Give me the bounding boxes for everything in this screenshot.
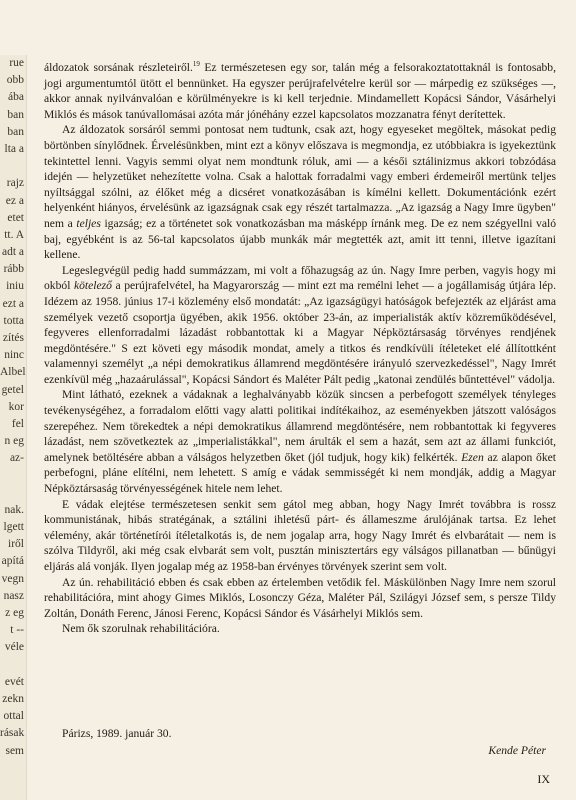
paragraph-text: Ez természetesen egy sor, talán még a felsorakoztatottaknál is fontosabb, jogi argumentumtól ütött el bennünket. Ha egyszer perújrafelvételre kerül sor — márpedig ez szükséges —, akkor annak nyilvánvalóan e körülményekre is ki kell terjednie. Mindamellett Kopácsi Sándor, Vásárhelyi Miklós és mások tanúvallomásai azóta már jónéhány ezzel kapcsolatos mozzanatra fényt derítettek. <box>44 61 556 121</box>
paragraph-p5 <box>44 497 556 575</box>
gutter-fragment: lta a <box>4 142 24 155</box>
gutter-fragment: fel <box>11 417 24 430</box>
gutter-fragment <box>0 657 26 674</box>
gutter-fragment: iről <box>8 538 24 551</box>
gutter-fragment: tt. A <box>4 228 24 241</box>
emphasized-word: Ezen <box>461 450 484 464</box>
paragraph-p1 <box>44 60 556 122</box>
gutter-fragment: etet <box>7 211 24 224</box>
document-body <box>44 60 556 637</box>
gutter-fragment: nasz <box>3 589 24 602</box>
gutter-fragment: ottal <box>3 710 24 723</box>
gutter-fragment: Albel <box>0 366 26 379</box>
gutter-fragment: az- <box>9 452 24 465</box>
gutter-fragment: rásak <box>0 727 25 740</box>
gutter-fragment: rue <box>9 57 24 69</box>
gutter-fragment: z eg <box>5 607 24 619</box>
gutter-fragment: ban <box>7 108 24 121</box>
gutter-fragment: sem <box>5 744 24 757</box>
gutter-fragment <box>0 485 26 502</box>
paragraph-text: a perújrafelvétel, ha Magyarország — mint ezt ma remélni lehet — a jogállamiság útjára lép. Idézem az 1958. június 17-i közlemény első mondatát: „Az igazságügyi hatóságok befejezték az eljárást ama személyek vezető csoportja ügyében, akik 1956. október 23-án, az imperialisták aktív közreműködésével, fegyveres ellenforradalmi lázadást robbantottak ki a Magyar Népköztársaság törvényes rendjének megdöntésére." S ezt követi egy második mondat, amely a titkos és rendkívüli ítéleteket elé állítottként valamennyi személyt „a népi demokratikus államrend megdöntésére irányuló szervezkedéssel", Nagy Imrét ezenkívül még „hazaárulással", Kopácsi Sándort és Maléter Pált pedig „katonai zendülés bűntettével" vádolja. <box>44 279 556 386</box>
gutter-fragment: véle <box>4 641 24 654</box>
gutter-fragment: zítés <box>2 332 24 344</box>
paragraph-text: igazság; ez a történetet sok vonatkozásban ma másképp írnánk meg. De ez nem szégyellni való baj, egyébként is az 56-tal kapcsolatos újabb munkák már megtették azt, amit itt tenni, illetve igazítani kellene. <box>44 216 556 262</box>
paragraph-p6 <box>44 575 556 622</box>
paragraph-text: Az áldozatok sorsáról semmi pontosat nem tudtunk, csak azt, hogy egyeseket megöltek, másokat pedig börtönben sínylődnek. Érvelésünkben, mint ezt a könyv előszava is megmondja, ez utóbbiakra is igyekeztünk tekintettel lenni. Vagyis semmi olyat nem mondtunk róluk, ami — a késői sztálinizmus akkori tobzódása idején — helyzetüket nehezítette volna. Csak a halottak forradalmi vagy emberi érdemeiről mertünk teljes nyíltsággal szólni, az élőket még a dicséret vonatkozásában is kímélni kellett. Dokumentációnk ezért helyenként hiányos, érvelésünk az igazságnak csak egy részét tartalmazza. „Az igazság a Nagy Imre ügyben" nem a <box>44 123 556 230</box>
gutter-fragment: rább <box>3 263 24 276</box>
gutter-fragment: rajz <box>6 177 24 190</box>
emphasized-word: kötelező <box>73 279 112 293</box>
paragraph-p4 <box>44 387 556 496</box>
gutter-fragment: evét <box>4 675 24 688</box>
gutter-fragment: getel <box>1 383 24 396</box>
gutter-fragment: ez a <box>5 194 24 207</box>
paragraph-p3 <box>44 263 556 388</box>
gutter-fragment <box>0 468 26 485</box>
gutter-fragment: ban <box>7 125 24 138</box>
gutter-fragment <box>0 158 26 175</box>
gutter-fragment: t -- <box>10 624 24 637</box>
gutter-fragment: lgett <box>3 521 24 534</box>
gutter-fragment: zekn <box>2 692 24 705</box>
paragraph-text: Mint látható, ezeknek a vádaknak a leghalványabb közük sincsen a perbefogott személyek tényleges tevékenységéhez, a forradalom előtti vagy alatti politikai indítékaihoz, az eseményekben játszott valóságos szerepéhez. Nem törekedtek a népi demokratikus államrend megdöntésére, nem robbantottak ki fegyveres lázadást, nem szövetkeztek az „imperialistákkal", nem árulták el sem a hazát, sem azt az állami funkciót, amelynek betöltésére abban a válságos helyzetben őket (jól tudjuk, hogy kik) felkérték. <box>44 388 556 464</box>
gutter-fragment: ninc <box>4 349 24 362</box>
gutter-fragment: totta <box>3 314 24 327</box>
gutter-fragment: adt a <box>1 246 24 259</box>
gutter-fragment: iniu <box>6 280 24 293</box>
gutter-fragment: apítá <box>1 555 24 568</box>
paragraph-p7 <box>44 621 556 637</box>
paragraph-text: az alapon őket perbefogni, pláne elítélni, nem lehetett. S amíg e vádak semmisségét ki nem mondják, addig a Magyar Népköztársaság törvényességének hitele nem lehet. <box>44 450 557 496</box>
place-date: Párizs, 1989. január 30. <box>62 727 172 740</box>
footnote-marker: 19 <box>192 60 200 69</box>
paragraph-text: áldozatok sorsának részleteiről. <box>44 61 193 74</box>
gutter-fragment: n eg <box>4 435 24 448</box>
emphasized-word: teljes <box>76 216 101 230</box>
gutter-fragment: obb <box>6 74 24 87</box>
paragraph-text: Nem ők szorulnak rehabilitációra. <box>62 622 220 636</box>
paragraph-text: Az ún. rehabilitáció ebben és csak ebben az értelemben vetődik fel. Máskülönben Nagy Imre nem szorul rehabilitációra, mint ahogy Gimes Miklós, Losonczy Géza, Maléter Pál, Szilágyi József sem, s persze Tildy Zoltán, Donáth Ferenc, Jánosi Ferenc, Kopácsi Sándor és Vásárhelyi Miklós sem. <box>44 575 556 620</box>
paragraph-p2 <box>44 122 556 262</box>
gutter-fragment: ába <box>8 91 24 104</box>
paragraph-text: E vádak elejtése természetesen senkit sem gátol meg abban, hogy Nagy Imrét továbbra is rossz kommunistának, hibás stratégának, a sztálini ihletésű párt- és állameszme árulójának tartsa. Ez lehet vélemény, akár történetírói ítéletalkotás is, de nem jogalap arra, hogy Nagy Imrét és elvbarátait — nem is szólva Tildyről, aki még csak elvbarát sem volt, pusztán minisztertárs egy válságos pillanatban — bűnügyi eljárás alá vonják. Ilyen jogalap még az 1958-ban érvényes törvények szerint sem volt. <box>44 497 556 573</box>
adjacent-page-gutter <box>0 55 27 800</box>
gutter-fragment: ezt a <box>2 297 24 310</box>
page-number: IX <box>537 772 550 786</box>
gutter-fragment: kor <box>8 400 24 413</box>
author-signature: Kende Péter <box>488 744 546 757</box>
gutter-fragment: nak. <box>4 503 24 516</box>
gutter-fragment: vegn <box>1 572 24 585</box>
paragraph-text: Legeslegvégül pedig hadd summázzam, mi volt a főhazugság az ún. Nagy Imre perben, vagyis hogy mi okból <box>44 263 556 293</box>
